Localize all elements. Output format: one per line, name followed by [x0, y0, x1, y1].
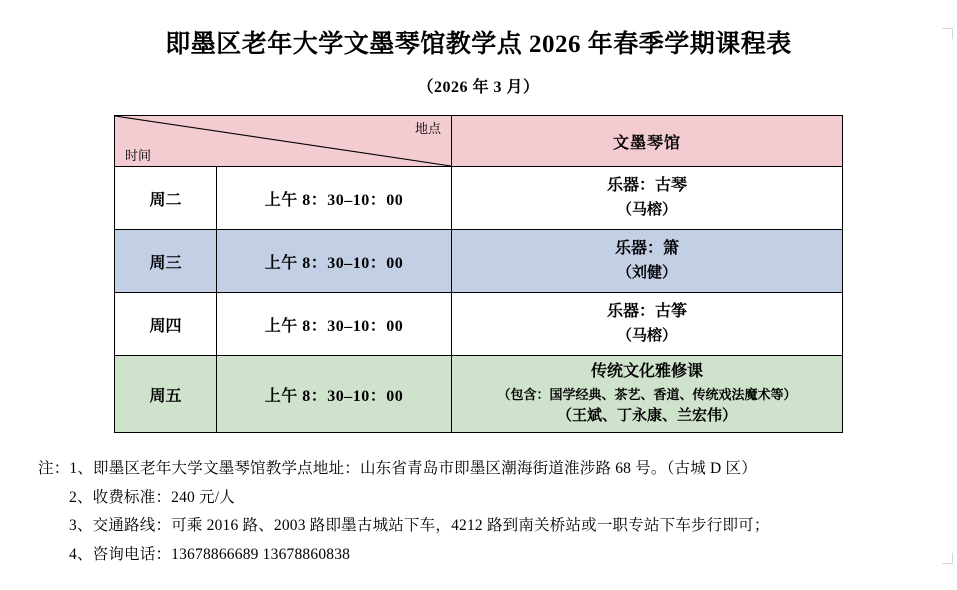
- row-time: 上午 8：30–10：00: [217, 356, 452, 433]
- table-header-row: [115, 116, 843, 167]
- row-time: 上午 8：30–10：00: [217, 167, 452, 230]
- document-page: [0, 24, 957, 590]
- page-title: 即墨区老年大学文墨琴馆教学点 2026 年春季学期课程表: [165, 31, 792, 58]
- note-line: [38, 484, 957, 513]
- page-subtitle: （2026 年 3 月）: [417, 79, 540, 96]
- row-time: 上午 8：30–10：00: [217, 293, 452, 356]
- row-course-teacher: （刘健）: [616, 264, 677, 281]
- row-course-teacher: （王斌、丁永康、兰宏伟）: [556, 407, 737, 424]
- note-item-4: 4、咨询电话：13678866689 13678860838: [69, 546, 351, 564]
- row-day: 周五: [115, 356, 217, 433]
- row-course: [452, 167, 843, 230]
- row-course-name: 乐器：古琴: [606, 176, 687, 194]
- page-corner-mark-bottom-right: [942, 553, 953, 564]
- table-row: [115, 230, 843, 293]
- row-course-name: 乐器：古筝: [606, 302, 687, 320]
- page-corner-mark-top-right: [942, 28, 953, 39]
- header-place-label: 地点: [414, 121, 441, 136]
- note-item-3: 3、交通路线：可乘 2016 路、2003 路即墨古城站下车，4212 路到南关桥站或一职专站下车步行即可；: [69, 517, 770, 535]
- row-day: 周四: [115, 293, 217, 356]
- table-row: [115, 167, 843, 230]
- row-course-name: 乐器：箫: [614, 239, 679, 257]
- notes-section: [38, 455, 957, 570]
- row-course-detail: （包含：国学经典、茶艺、香道、传统戏法魔术等）: [497, 386, 797, 402]
- note-line: [38, 541, 957, 570]
- note-line: [38, 455, 957, 484]
- table-row: [115, 293, 843, 356]
- table-row: [115, 356, 843, 433]
- row-time: 上午 8：30–10：00: [217, 230, 452, 293]
- row-course-name: 传统文化雅修课: [590, 362, 703, 380]
- row-course: [452, 356, 843, 433]
- row-day: 周三: [115, 230, 217, 293]
- row-course-teacher: （马榕）: [616, 201, 677, 218]
- row-course: [452, 230, 843, 293]
- header-time-label: 时间: [125, 148, 152, 163]
- header-diagonal-cell: [115, 116, 452, 167]
- row-course-teacher: （马榕）: [616, 327, 677, 344]
- course-schedule-table: [114, 115, 843, 433]
- row-course: [452, 293, 843, 356]
- diagonal-divider-icon: [115, 116, 451, 166]
- note-item-1: 1、即墨区老年大学文墨琴馆教学点地址：山东省青岛市即墨区潮海街道淮涉路 68 号。（古城 D 区）: [69, 460, 757, 477]
- note-line: [38, 512, 957, 541]
- row-day: 周二: [115, 167, 217, 230]
- header-venue-label: 文墨琴馆: [452, 116, 843, 167]
- note-item-2: 2、收费标准：240 元/人: [69, 488, 235, 506]
- notes-prefix: 注：: [38, 460, 70, 477]
